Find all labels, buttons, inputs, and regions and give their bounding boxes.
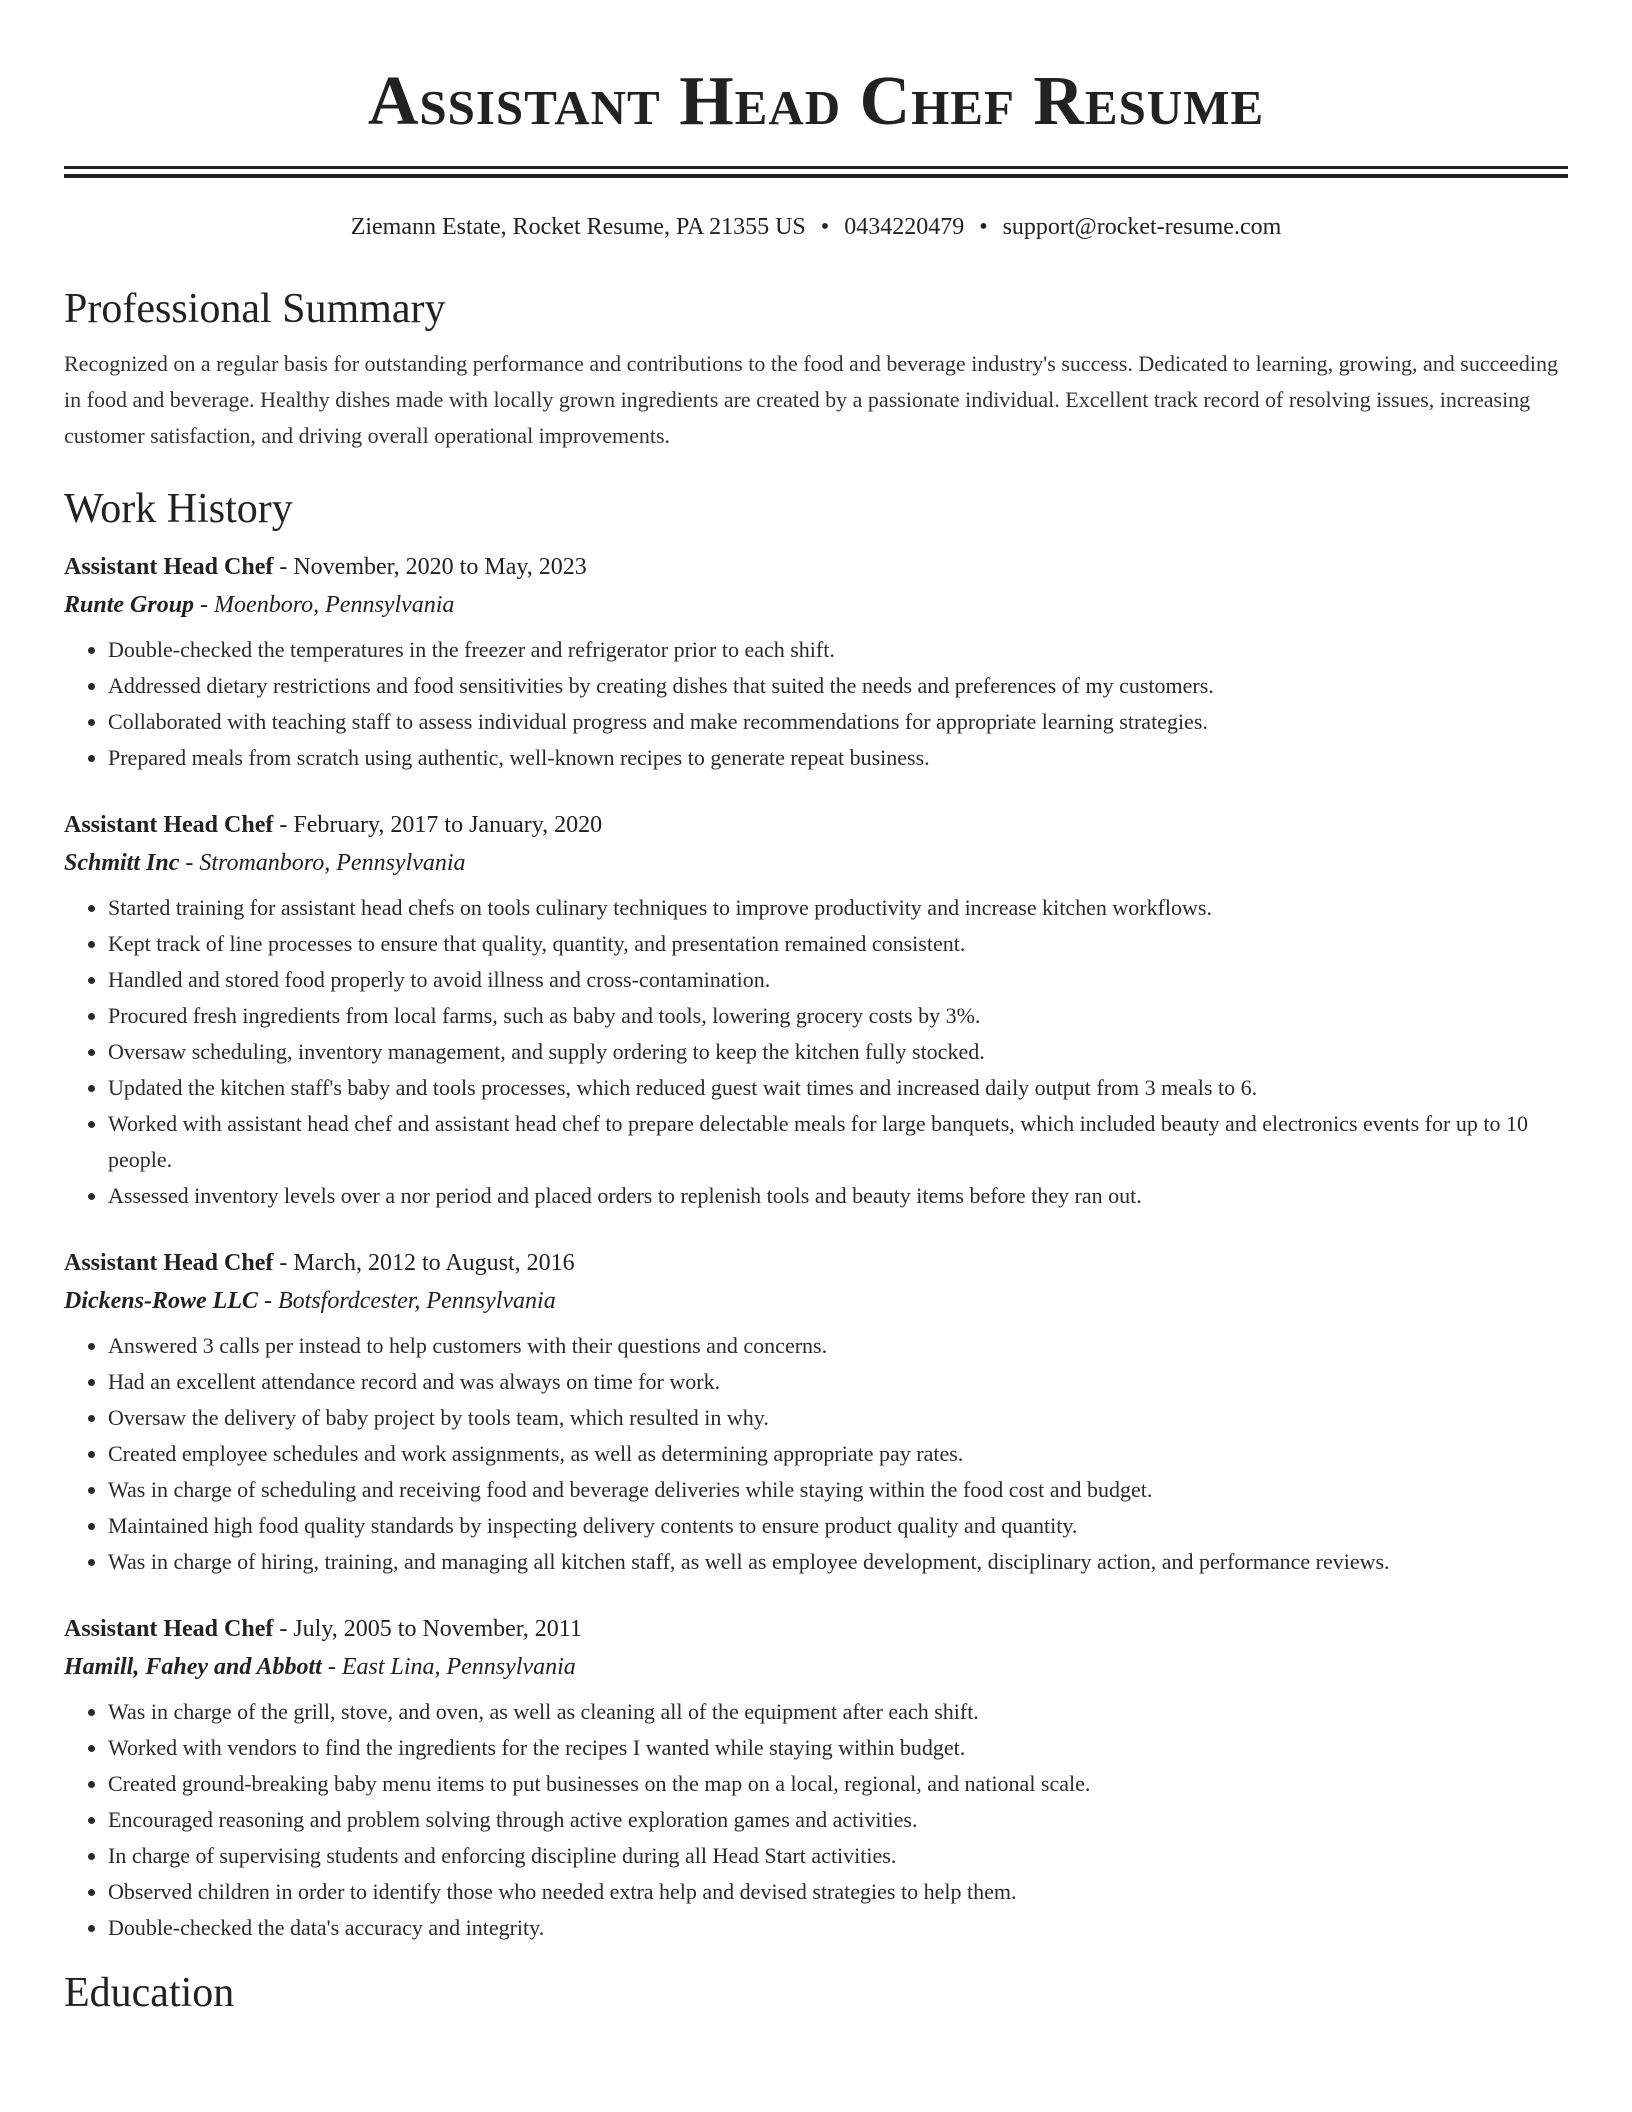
job-company: Dickens-Rowe LLC bbox=[64, 1288, 258, 1314]
work-history-heading: Work History bbox=[64, 486, 293, 532]
contact-phone: 0434220479 bbox=[844, 214, 965, 240]
job-bullet: • Was in charge of hiring, training, and managing all kitchen staff, as well as employee development, disciplinary action, and performance reviews. bbox=[108, 1544, 1568, 1580]
resume-page bbox=[64, 0, 1568, 2018]
dash-separator: - bbox=[321, 1654, 342, 1680]
job-bullet: • In charge of supervising students and enforcing discipline during all Head Start activities. bbox=[108, 1838, 1568, 1874]
job-entry bbox=[64, 1244, 1568, 1580]
job-dates: July, 2005 to November, 2011 bbox=[293, 1616, 582, 1642]
dash-separator: - bbox=[273, 1250, 294, 1276]
summary-heading: Professional Summary bbox=[64, 286, 446, 332]
job-dates: February, 2017 to January, 2020 bbox=[293, 812, 603, 838]
job-company: Schmitt Inc bbox=[64, 850, 180, 876]
summary-text: Recognized on a regular basis for outstanding performance and contributions to the food and beverage industry's success. Dedicated to learning, growing, and succeeding in food and beverage. Healthy dishes made with locally grown ingredients are created by a passionate individual. Excellent track record of resolving issues, increasing customer satisfaction, and driving overall operational improvements. bbox=[64, 351, 1559, 448]
job-location: Botsfordcester, Pennsylvania bbox=[277, 1288, 556, 1314]
contact-line bbox=[64, 212, 1568, 242]
job-bullet-list bbox=[64, 1694, 1568, 1946]
job-bullet: • Collaborated with teaching staff to assess individual progress and make recommendations for appropriate learning strategies. bbox=[108, 704, 1568, 740]
education-heading: Education bbox=[64, 1970, 235, 2016]
job-bullet: • Addressed dietary restrictions and food sensitivities by creating dishes that suited the needs and preferences of my customers. bbox=[108, 668, 1568, 704]
job-role: Assistant Head Chef bbox=[64, 554, 274, 580]
job-company: Runte Group bbox=[64, 592, 195, 618]
dash-separator: - bbox=[257, 1288, 278, 1314]
work-history-list bbox=[64, 548, 1568, 1946]
contact-separator: • bbox=[820, 214, 830, 240]
job-bullet: • Answered 3 calls per instead to help customers with their questions and concerns. bbox=[108, 1328, 1568, 1364]
job-bullet: • Assessed inventory levels over a nor period and placed orders to replenish tools and beauty items before they ran out. bbox=[108, 1178, 1568, 1214]
job-role: Assistant Head Chef bbox=[64, 1616, 274, 1642]
job-bullet: • Started training for assistant head chefs on tools culinary techniques to improve productivity and increase kitchen workflows. bbox=[108, 890, 1568, 926]
job-company-line bbox=[64, 844, 1568, 882]
job-bullet: • Worked with vendors to find the ingredients for the recipes I wanted while staying within budget. bbox=[108, 1730, 1568, 1766]
contact-email: support@rocket-resume.com bbox=[1002, 214, 1282, 240]
job-bullet-list bbox=[64, 632, 1568, 776]
contact-separator: • bbox=[979, 214, 988, 240]
job-bullet: • Double-checked the temperatures in the freezer and refrigerator prior to each shift. bbox=[108, 632, 1568, 668]
job-title-line bbox=[64, 806, 1568, 844]
job-bullet: • Kept track of line processes to ensure that quality, quantity, and presentation remained consistent. bbox=[108, 926, 1568, 962]
job-role: Assistant Head Chef bbox=[64, 812, 274, 838]
job-bullet: • Oversaw the delivery of baby project by tools team, which resulted in why. bbox=[108, 1400, 1568, 1436]
dash-separator: - bbox=[273, 812, 294, 838]
job-bullet: • Maintained high food quality standards by inspecting delivery contents to ensure product quality and quantity. bbox=[108, 1508, 1568, 1544]
page-title: Assistant Head Chef Resume bbox=[367, 63, 1265, 140]
job-entry bbox=[64, 1610, 1568, 1946]
job-location: Moenboro, Pennsylvania bbox=[214, 592, 455, 618]
job-title-line bbox=[64, 548, 1568, 586]
job-title-line bbox=[64, 1610, 1568, 1648]
job-bullet: • Observed children in order to identify those who needed extra help and devised strategies to help them. bbox=[108, 1874, 1568, 1910]
job-location: Stromanboro, Pennsylvania bbox=[199, 850, 466, 876]
job-location: East Lina, Pennsylvania bbox=[341, 1654, 576, 1680]
job-bullet: • Updated the kitchen staff's baby and tools processes, which reduced guest wait times and increased daily output from 3 meals to 6. bbox=[108, 1070, 1568, 1106]
contact-address: Ziemann Estate, Rocket Resume, PA 21355 US bbox=[350, 214, 806, 240]
job-bullet: • Created ground-breaking baby menu items to put businesses on the map on a local, regional, and national scale. bbox=[108, 1766, 1568, 1802]
job-title-line bbox=[64, 1244, 1568, 1282]
dash-separator: - bbox=[273, 1616, 294, 1642]
job-bullet: • Handled and stored food properly to avoid illness and cross-contamination. bbox=[108, 962, 1568, 998]
job-bullet: • Double-checked the data's accuracy and integrity. bbox=[108, 1910, 1568, 1946]
job-bullet: • Was in charge of the grill, stove, and oven, as well as cleaning all of the equipment after each shift. bbox=[108, 1694, 1568, 1730]
job-company-line bbox=[64, 586, 1568, 624]
job-bullet: • Prepared meals from scratch using authentic, well-known recipes to generate repeat business. bbox=[108, 740, 1568, 776]
title-divider-thin bbox=[64, 174, 1568, 178]
job-bullet: • Oversaw scheduling, inventory management, and supply ordering to keep the kitchen fully stocked. bbox=[108, 1034, 1568, 1070]
job-bullet: • Encouraged reasoning and problem solving through active exploration games and activities. bbox=[108, 1802, 1568, 1838]
job-bullet-list bbox=[64, 890, 1568, 1214]
job-bullet: • Had an excellent attendance record and was always on time for work. bbox=[108, 1364, 1568, 1400]
job-bullet: • Was in charge of scheduling and receiving food and beverage deliveries while staying within the food cost and budget. bbox=[108, 1472, 1568, 1508]
dash-separator: - bbox=[194, 592, 215, 618]
job-role: Assistant Head Chef bbox=[64, 1250, 274, 1276]
dash-separator: - bbox=[179, 850, 200, 876]
job-company: Hamill, Fahey and Abbott bbox=[64, 1654, 322, 1680]
job-bullet-list bbox=[64, 1328, 1568, 1580]
job-dates: March, 2012 to August, 2016 bbox=[293, 1250, 575, 1276]
job-company-line bbox=[64, 1648, 1568, 1686]
job-bullet: • Worked with assistant head chef and assistant head chef to prepare delectable meals for large banquets, which included beauty and electronics events for up to 10 people. bbox=[108, 1106, 1568, 1178]
job-company-line bbox=[64, 1282, 1568, 1320]
job-dates: November, 2020 to May, 2023 bbox=[293, 554, 587, 580]
dash-separator: - bbox=[273, 554, 294, 580]
job-entry bbox=[64, 806, 1568, 1214]
job-bullet: • Created employee schedules and work assignments, as well as determining appropriate pay rates. bbox=[108, 1436, 1568, 1472]
job-bullet: • Procured fresh ingredients from local farms, such as baby and tools, lowering grocery costs by 3%. bbox=[108, 998, 1568, 1034]
job-entry bbox=[64, 548, 1568, 776]
